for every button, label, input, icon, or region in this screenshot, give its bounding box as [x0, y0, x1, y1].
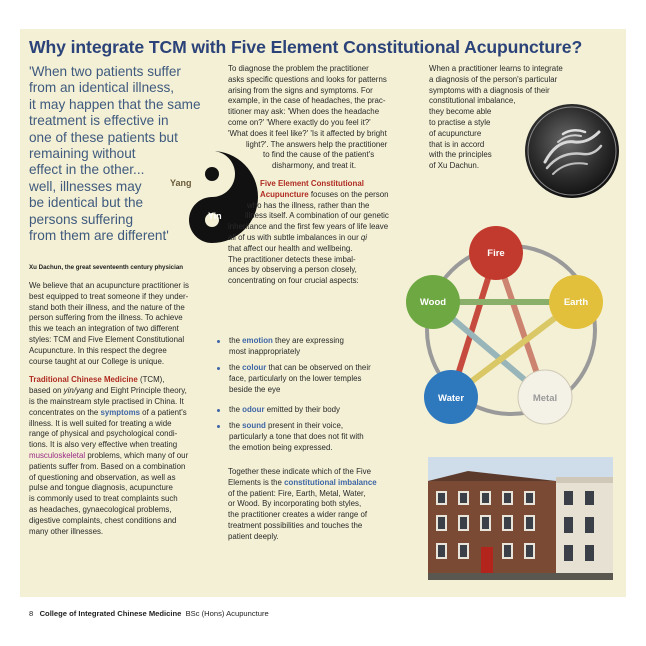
body-line: Acupuncture. In this respect the degree — [29, 345, 167, 355]
body-line — [29, 408, 219, 419]
body-line — [229, 405, 340, 416]
body-line: the emotion being expressed. — [229, 442, 333, 452]
body-text: they are expressing — [272, 336, 344, 345]
body-line — [29, 386, 219, 397]
body-line: person suffering from the illness. To achieve — [29, 313, 183, 323]
body-text: Elements is the — [228, 477, 285, 487]
quote-line: from them are different' — [29, 228, 169, 244]
keyword-emotion: emotion — [242, 336, 273, 345]
body-line: inheritance and the first few years of life leave — [228, 222, 389, 232]
body-line — [229, 421, 364, 432]
body-line: this we teach an integration of two different — [29, 324, 179, 334]
quote-line: persons suffering — [29, 211, 134, 227]
body-line: treatment possibilities and touches the — [228, 520, 363, 530]
body-line: titioner may ask: 'When does the headache — [228, 107, 380, 117]
body-line — [229, 363, 371, 374]
body-line: patient deeply. — [228, 531, 279, 541]
body-line: of Xu Dachun. — [429, 161, 480, 171]
quote-line: from an identical illness, — [29, 80, 175, 96]
body-line — [228, 478, 423, 489]
body-text: the — [229, 421, 243, 430]
body-line: the practitioner creates a wider range of — [228, 510, 368, 520]
page-number: 8 — [29, 609, 34, 618]
body-text: of a patient's — [139, 407, 187, 417]
body-line: is the mainstream style practised in China. It — [29, 396, 184, 406]
body-line: range of physical and psychological condi- — [29, 429, 178, 439]
body-line: to find the cause of the patient's — [263, 150, 375, 160]
wood-label: Wood — [419, 297, 447, 308]
body-line: asks specific questions and looks for patterns — [228, 74, 387, 84]
body-line: disharmony, and treat it. — [272, 161, 357, 171]
body-line: tions. It is also very effective when treating — [29, 440, 178, 450]
body-line: ances by observing a person closely, — [228, 265, 357, 275]
bullet-text — [229, 421, 364, 453]
five-element-heading: Acupuncture — [260, 189, 309, 199]
body-line: face, particularly on the lower temples — [229, 373, 362, 383]
college-building-photo — [428, 457, 613, 580]
keyword-constitutional-imbalance: constitutional imbalance — [284, 477, 377, 487]
body-text: all of us with subtle imbalances in our — [228, 232, 361, 242]
five-element-heading: Five Element Constitutional — [260, 178, 364, 188]
keyword-sound: sound — [242, 421, 266, 430]
body-line: of questioning and observation, as well as — [29, 472, 176, 482]
body-line: a diagnosis of the person's particular — [429, 74, 558, 84]
body-line: course taught at our College is unique. — [29, 356, 165, 366]
body-line: with the principles — [429, 150, 492, 160]
water-label: Water — [437, 393, 465, 404]
bullet-text — [229, 336, 344, 358]
yin-label: Yin — [208, 211, 222, 221]
body-text: qi — [360, 232, 368, 242]
body-line — [228, 190, 423, 201]
hand-seal-image — [523, 102, 621, 200]
tcm-heading: Traditional Chinese Medicine — [29, 375, 138, 385]
body-line — [29, 375, 219, 386]
body-line: most inappropriately — [229, 346, 301, 356]
body-line — [29, 451, 219, 462]
body-text: the — [229, 363, 243, 372]
body-line: beside the eye — [229, 384, 281, 394]
body-line: arising from the signs and symptoms. For — [228, 85, 373, 95]
body-line: digestive complaints, chest conditions and — [29, 515, 177, 525]
body-line: concentrating on four crucial aspects: — [228, 276, 359, 286]
page-footer — [29, 609, 269, 618]
body-line: who has the illness, rather than the — [247, 200, 370, 210]
body-text: (TCM), — [137, 375, 165, 385]
body-line: illness. It is well suited for treating a wide — [29, 418, 172, 428]
quote-line: one of these patients but — [29, 129, 178, 145]
body-line: of acupuncture — [429, 128, 482, 138]
body-line: symptoms with a diagnosis of their — [429, 85, 550, 95]
body-line: 'What does it feel like?' 'Is it affected by bright — [228, 128, 387, 138]
body-line: The practitioner detects these imbal- — [228, 254, 356, 264]
body-line: that affect our health and wellbeing. — [228, 243, 353, 253]
yang-label: Yang — [170, 178, 192, 188]
body-text: the — [229, 336, 243, 345]
page-title: Why integrate TCM with Five Element Constitutional Acupuncture? — [29, 37, 583, 57]
body-line: to practise a style — [429, 117, 491, 127]
quote-line: 'When two patients suffer — [29, 64, 181, 79]
bullet-dot — [217, 367, 220, 370]
body-text: the — [229, 405, 243, 414]
body-line: many other illnesses. — [29, 526, 104, 536]
keyword-odour: odour — [242, 405, 265, 414]
body-line: that is in accord — [429, 139, 485, 149]
body-line: or Wood. By incorporating both styles, — [228, 499, 362, 509]
body-line: light?'. The answers help the practitioner — [246, 139, 388, 149]
bullet-dot — [217, 340, 220, 343]
body-line: pulse and tongue diagnosis, acupuncture — [29, 483, 173, 493]
bullet-dot — [217, 425, 220, 428]
body-line — [229, 336, 344, 347]
quote-line: treatment is effective in — [29, 113, 169, 129]
body-line: stand both their illness, and the nature of the — [29, 302, 185, 312]
keyword-symptoms: symptoms — [100, 407, 140, 417]
quote-line: well, illnesses may — [29, 178, 142, 194]
column-2 — [228, 64, 423, 287]
bullet-text — [229, 363, 371, 395]
bullet-dot — [217, 409, 220, 412]
body-line: they become able — [429, 107, 492, 117]
body-line: come on?' 'Where exactly do you feel it?' — [228, 117, 371, 127]
body-text: emitted by their body — [264, 405, 340, 414]
body-text: yin/yang — [63, 386, 94, 396]
body-line: styles: TCM and Five Element Constitutional — [29, 334, 185, 344]
college-name: College of Integrated Chinese Medicine — [39, 609, 182, 618]
keyword-colour: colour — [242, 363, 267, 372]
keyword-musculoskeletal: musculoskeletal — [29, 450, 86, 460]
column-1 — [29, 281, 219, 537]
body-line: illness itself. A combination of our genetic — [245, 211, 389, 221]
body-text: focuses on the person — [308, 189, 389, 199]
body-line — [228, 233, 423, 244]
body-line: particularly a tone that does not fit with — [229, 431, 364, 441]
body-line: We believe that an acupuncture practitioner is — [29, 281, 189, 290]
body-text: concentrates on the — [29, 407, 101, 417]
body-line — [228, 179, 423, 190]
body-line: is commonly used to treat complaints such — [29, 494, 178, 504]
quote-line: be identical but the — [29, 195, 144, 211]
quote-line: it may happen that the same — [29, 96, 201, 112]
body-line: example, in the case of headaches, the prac- — [228, 96, 386, 106]
body-line: of the patient: Fire, Earth, Metal, Water, — [228, 488, 366, 498]
quote-line: remaining without — [29, 146, 136, 162]
body-line: patients suffer from. Based on a combination — [29, 461, 186, 471]
body-text: and Eight Principle theory, — [93, 386, 187, 396]
course-name: BSc (Hons) Acupuncture — [185, 609, 269, 618]
body-line: When a practitioner learns to integrate — [429, 64, 563, 73]
earth-label: Earth — [563, 297, 589, 308]
column-2-conclusion — [228, 467, 423, 543]
fire-label: Fire — [487, 248, 505, 259]
body-text: based on — [29, 386, 64, 396]
body-line: as headaches, gynaecological problems, — [29, 504, 172, 514]
bullet-text — [229, 405, 340, 416]
five-elements-diagram — [399, 223, 624, 438]
body-line: best equipped to treat someone if they under- — [29, 291, 189, 301]
body-line: constitutional imbalance, — [429, 96, 516, 106]
body-text: problems, which many of our — [85, 450, 189, 460]
body-text: that can be observed on their — [266, 363, 371, 372]
body-text: present in their voice, — [265, 421, 344, 430]
body-line: To diagnose the problem the practitioner — [228, 64, 369, 73]
quote-line: effect in the other... — [29, 162, 145, 178]
body-line: Together these indicate which of the Five — [228, 467, 371, 476]
quote-attribution: Xu Dachun, the great seventeenth century physician — [29, 264, 184, 271]
metal-label: Metal — [532, 393, 558, 404]
